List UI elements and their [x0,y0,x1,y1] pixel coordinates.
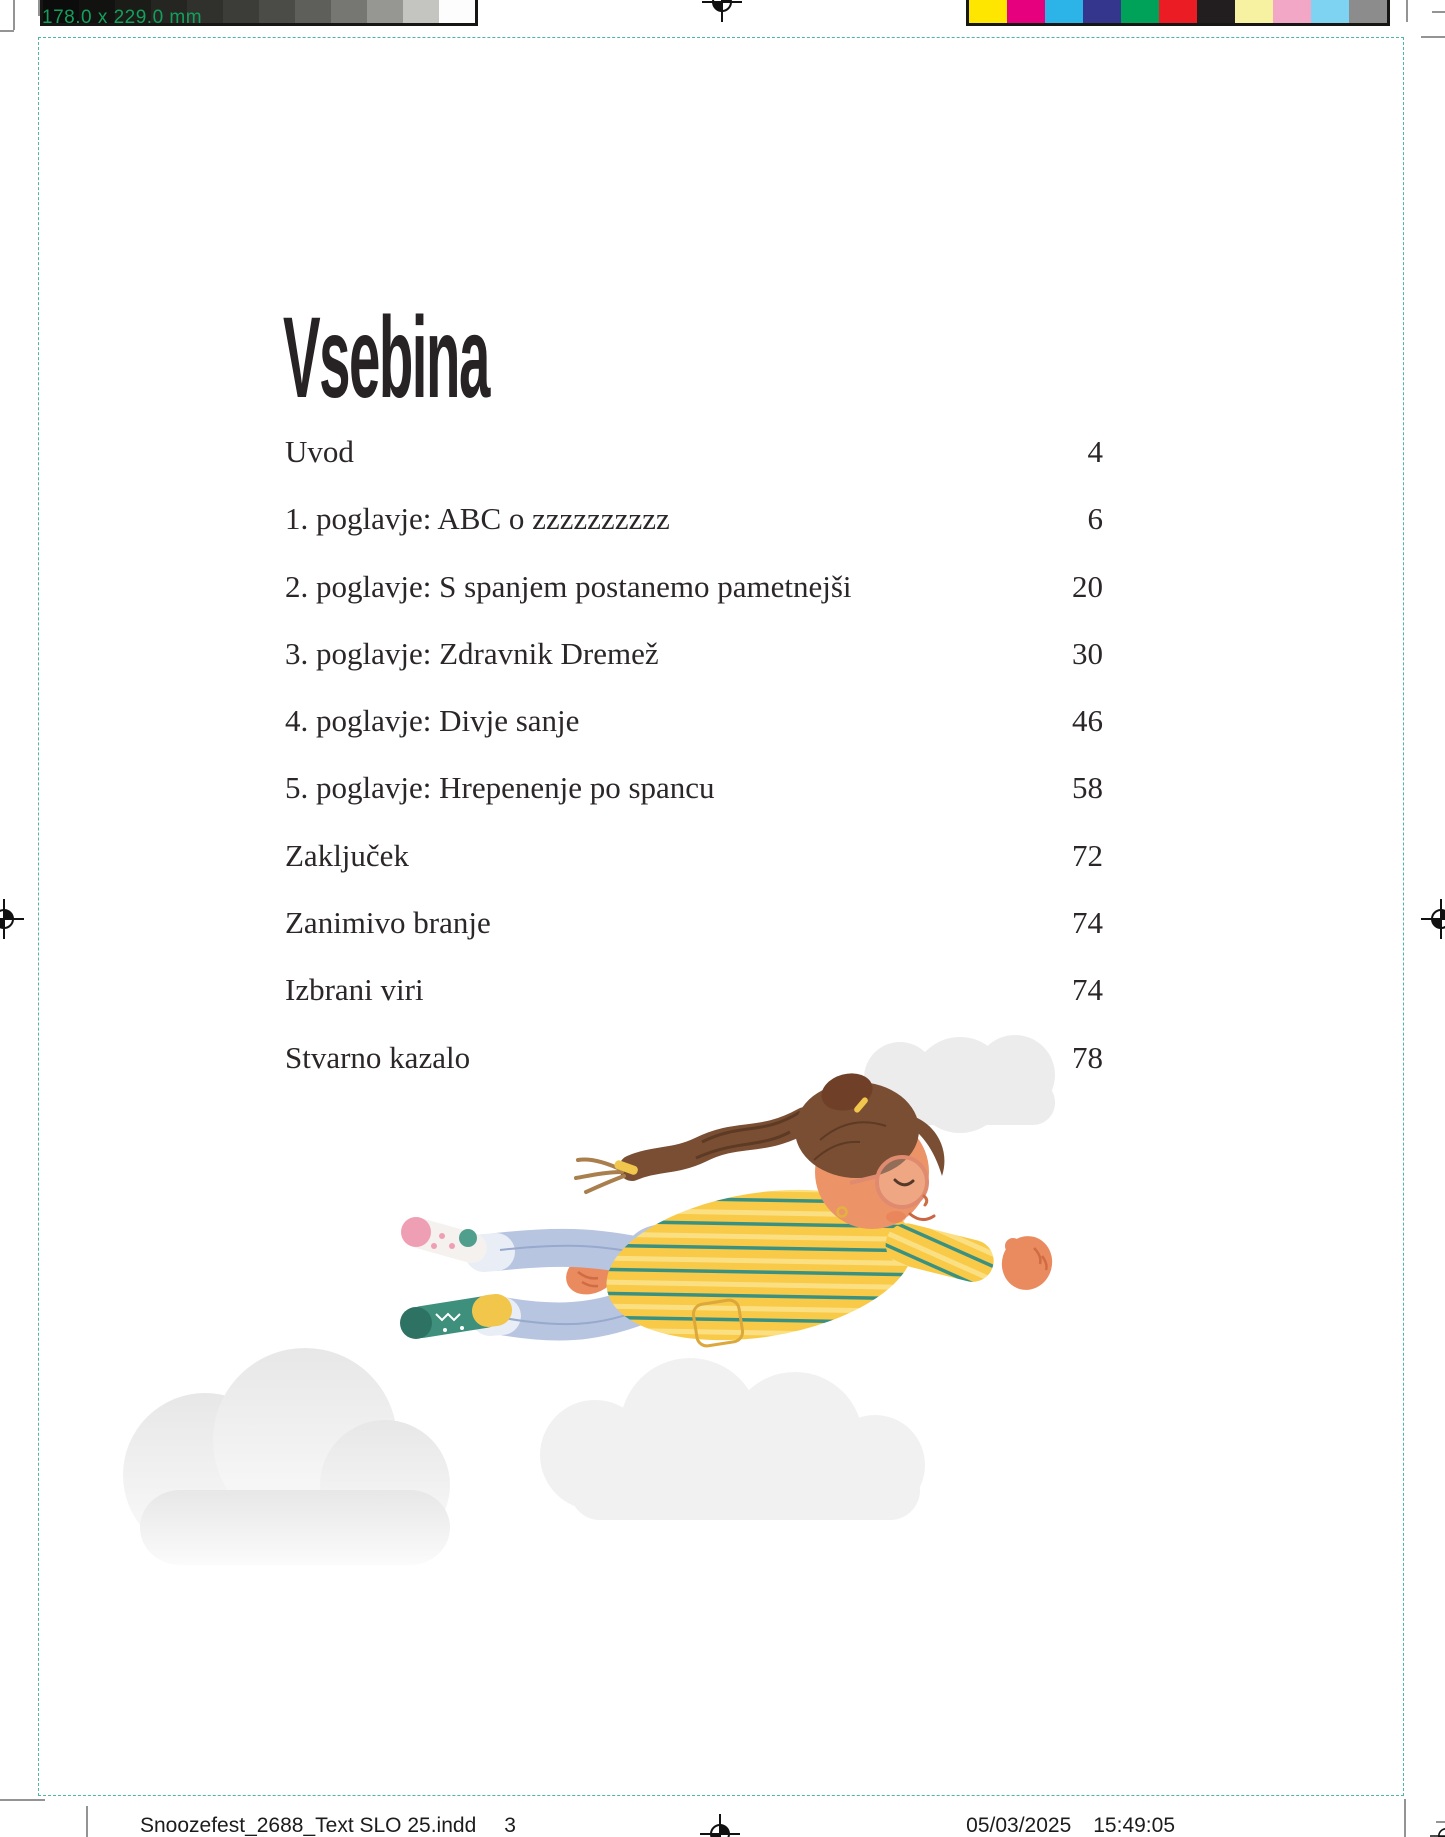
color-swatch [295,0,331,23]
toc-entry-label: Zanimivo branje [285,905,491,941]
toc-entry-label: 4. poglavje: Divje sanje [285,703,580,739]
toc-entry-page: 20 [1072,568,1103,604]
registration-mark-icon [702,0,742,22]
color-swatch [1121,0,1159,23]
toc-entry-label: Uvod [285,434,354,469]
toc-entry-label: 1. poglavje: ABC o zzzzzzzzzz [285,501,670,537]
crop-mark [0,30,14,32]
crop-mark [0,1799,45,1801]
toc-row [285,569,1103,636]
crop-mark [86,1806,88,1837]
cloud-bottom-left [123,1348,450,1565]
color-swatch [1273,0,1311,23]
color-swatch [259,0,295,23]
footer-filename [140,1814,516,1837]
flying-girl-illustration [100,1020,1100,1580]
color-swatch [439,0,475,23]
color-swatch [403,0,439,23]
color-swatch [1007,0,1045,23]
toc-row [285,501,1103,568]
color-swatch [367,0,403,23]
glasses-icon [877,1157,927,1207]
color-swatch [331,0,367,23]
toc-entry-label: 5. poglavje: Hrepenenje po spancu [285,770,715,806]
crop-mark [1432,11,1445,13]
toc-entry-page: 74 [1072,905,1103,941]
trim-dimension-label: 178.0 x 229.0 mm [42,7,203,28]
crop-mark [1404,1799,1406,1837]
toc-row [285,770,1103,837]
cloud-bottom-center [540,1358,925,1520]
toc-row [285,636,1103,703]
footer-time: 15:49:05 [1093,1814,1175,1837]
color-swatch [1083,0,1121,23]
crop-mark [38,0,40,16]
footer-filename-text: Snoozefest_2688_Text SLO 25.indd [140,1814,477,1837]
footer-date: 05/03/2025 [966,1814,1072,1837]
toc-entry-page: 30 [1072,635,1103,671]
toc-entry-label: Izbrani viri [285,972,424,1008]
color-swatch [969,0,1007,23]
sock-upper [401,1217,477,1249]
crop-mark [13,0,15,30]
toc-entry-page: 46 [1072,703,1103,739]
toc-entry-label: 3. poglavje: Zdravnik Dremež [285,635,659,671]
toc-row [285,434,1103,501]
toc-entry-page: 6 [1087,501,1103,537]
footer-sheet-number: 3 [504,1814,516,1837]
toc-entry-label: 2. poglavje: S spanjem postanemo pametnejši [285,568,852,604]
toc-entry-page: 74 [1072,972,1103,1008]
toc-entry-label: Stvarno kazalo [285,1039,471,1075]
color-swatch [1235,0,1273,23]
toc-list [285,434,1103,1107]
braid [576,1112,805,1192]
sock-lower [400,1307,496,1339]
toc-entry-page: 72 [1072,837,1103,873]
color-swatch [223,0,259,23]
footer-datetime [966,1814,1175,1837]
color-swatch [1045,0,1083,23]
front-arm [881,1219,1058,1296]
crop-mark [1421,36,1445,38]
toc-entry-page: 4 [1087,434,1103,469]
color-swatch [1311,0,1349,23]
registration-mark-icon [700,1814,740,1837]
color-swatch [1349,0,1387,23]
toc-entry-page: 58 [1072,770,1103,806]
registration-mark-icon [1430,1820,1445,1837]
toc-row [285,905,1103,972]
registration-mark-icon [0,899,24,939]
registration-mark-icon [1421,899,1445,939]
color-swatch [1197,0,1235,23]
page-title: Vsebina [283,294,489,422]
color-swatch [1159,0,1197,23]
color-calibration-bar [966,0,1390,26]
toc-row [285,703,1103,770]
toc-row [285,838,1103,905]
toc-entry-label: Zaključek [285,837,409,873]
toc-entry-page: 78 [1072,1039,1103,1075]
crop-mark [1406,0,1408,22]
